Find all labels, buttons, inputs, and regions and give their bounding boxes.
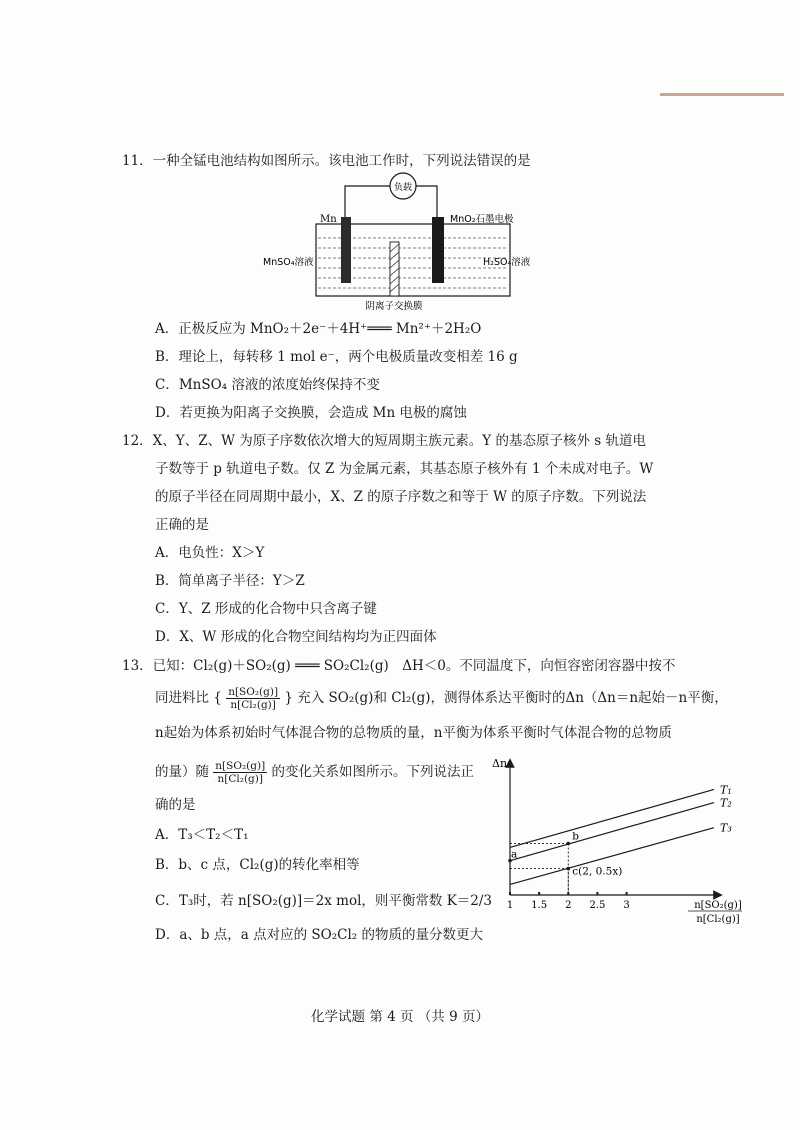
left-wire — [345, 186, 390, 217]
point-label-2: b — [572, 830, 580, 843]
membrane-label: 阴离子交换膜 — [365, 301, 423, 312]
x-tick-label-4: 2.5 — [589, 900, 606, 911]
header-rule — [660, 93, 784, 96]
q12-option-d: D．X、W 形成的化合物空间结构均为正四面体 — [155, 629, 437, 645]
q12-option-c: C．Y、Z 形成的化合物中只含离子键 — [155, 601, 377, 617]
ratio-fraction — [213, 760, 267, 785]
q13-line-2 — [155, 686, 728, 711]
q13-option-b: B．b、c 点，Cl₂(g)的转化率相等 — [155, 857, 360, 873]
series-line-2 — [510, 803, 714, 861]
delta-n-chart — [492, 755, 742, 930]
q12-line-4: 正确的是 — [155, 517, 209, 533]
q13-line-4 — [155, 760, 474, 785]
x-tick-label-1: 1 — [506, 900, 514, 911]
q13-line-2-pre: 同进料比 { — [155, 690, 222, 706]
q13-line-4-pre: 的量）随 — [155, 764, 209, 780]
left-solution-label: MnSO₄溶液 — [263, 257, 314, 268]
q13-line-5: 确的是 — [155, 797, 196, 813]
q13-line-1: 13．已知：Cl₂(g)＋SO₂(g) ═══ SO₂Cl₂(g) ΔH＜0。不同温度下，向恒容密闭容器中按不 — [122, 658, 676, 674]
q12-line-3: 的原子半径在同周期中最小，X、Z 的原子序数之和等于 W 的原子序数。下列说法 — [155, 489, 647, 505]
series-line-1 — [510, 789, 714, 847]
q11-option-b: B．理论上，每转移 1 mol e⁻，两个电极质量改变相差 16 g — [155, 349, 518, 365]
q11-stem: 11．一种全锰电池结构如图所示。该电池工作时，下列说法错误的是 — [122, 153, 531, 169]
series-label-3: T₃ — [720, 821, 732, 835]
battery-diagram — [260, 172, 560, 312]
q13-line-2-post: } 充入 SO₂(g)和 Cl₂(g)，测得体系达平衡时的Δn（Δn＝n起始－n平衡， — [284, 690, 728, 706]
ratio-numerator: n[SO₂(g)] — [215, 760, 266, 772]
page-footer: 化学试题 第 4 页 （共 9 页） — [311, 1009, 489, 1025]
point-label-3: c(2, 0.5x) — [572, 865, 623, 878]
ratio-denominator: n[Cl₂(g)] — [217, 773, 263, 785]
fraction-numerator: n[SO₂(g)] — [228, 686, 279, 698]
feed-ratio-fraction — [226, 686, 280, 711]
x-tick-label-3: 2 — [565, 900, 572, 911]
right-solution-label: H₂SO₄溶液 — [483, 257, 531, 268]
q11-option-d: D．若更换为阳离子交换膜，会造成 Mn 电极的腐蚀 — [155, 405, 467, 421]
x-tick-label-5: 3 — [623, 900, 630, 911]
series-label-2: T₂ — [720, 796, 732, 810]
series-label-1: T₁ — [720, 783, 732, 797]
q13-option-a: A．T₃＜T₂＜T₁ — [155, 827, 249, 843]
q11-option-a: A．正极反应为 MnO₂＋2e⁻＋4H⁺═══ Mn²⁺＋2H₂O — [155, 321, 482, 337]
load-label: 负载 — [393, 183, 413, 193]
q12-option-b: B．简单离子半径：Y＞Z — [155, 573, 305, 589]
q13-line-3: n起始为体系初始时气体混合物的总物质的量，n平衡为体系平衡时气体混合物的总物质 — [155, 725, 672, 741]
q11-option-c: C．MnSO₄ 溶液的浓度始终保持不变 — [155, 377, 380, 393]
right-wire — [416, 186, 437, 217]
q13-option-d: D．a、b 点，a 点对应的 SO₂Cl₂ 的物质的量分数更大 — [155, 927, 484, 943]
mno2-electrode — [432, 217, 444, 283]
mn-electrode — [341, 217, 351, 283]
q12-line-1: 12．X、Y、Z、W 为原子序数依次增大的短周期主族元素。Y 的基态原子核外 s 轨道电 — [122, 433, 646, 449]
q13-line-4-post: 的变化关系如图所示。下列说法正 — [271, 764, 474, 780]
x-axis-label-num: n[SO₂(g)] — [694, 900, 742, 911]
y-axis-label: Δn — [492, 757, 508, 770]
mno2-label: MnO₂石墨电极 — [450, 214, 514, 225]
x-axis-label-den: n[Cl₂(g)] — [696, 914, 740, 925]
q12-option-a: A．电负性：X＞Y — [155, 545, 265, 561]
q13-option-c: C．T₃时，若 n[SO₂(g)]＝2x mol，则平衡常数 K＝2/3 — [155, 893, 493, 909]
point-label-1: a — [511, 848, 518, 861]
fraction-denominator: n[Cl₂(g)] — [230, 699, 276, 711]
x-tick-label-2: 1.5 — [531, 900, 548, 911]
q12-line-2: 子数等于 p 轨道电子数。仅 Z 为金属元素，其基态原子核外有 1 个未成对电子。W — [155, 461, 654, 477]
mn-label: Mn — [320, 214, 337, 225]
